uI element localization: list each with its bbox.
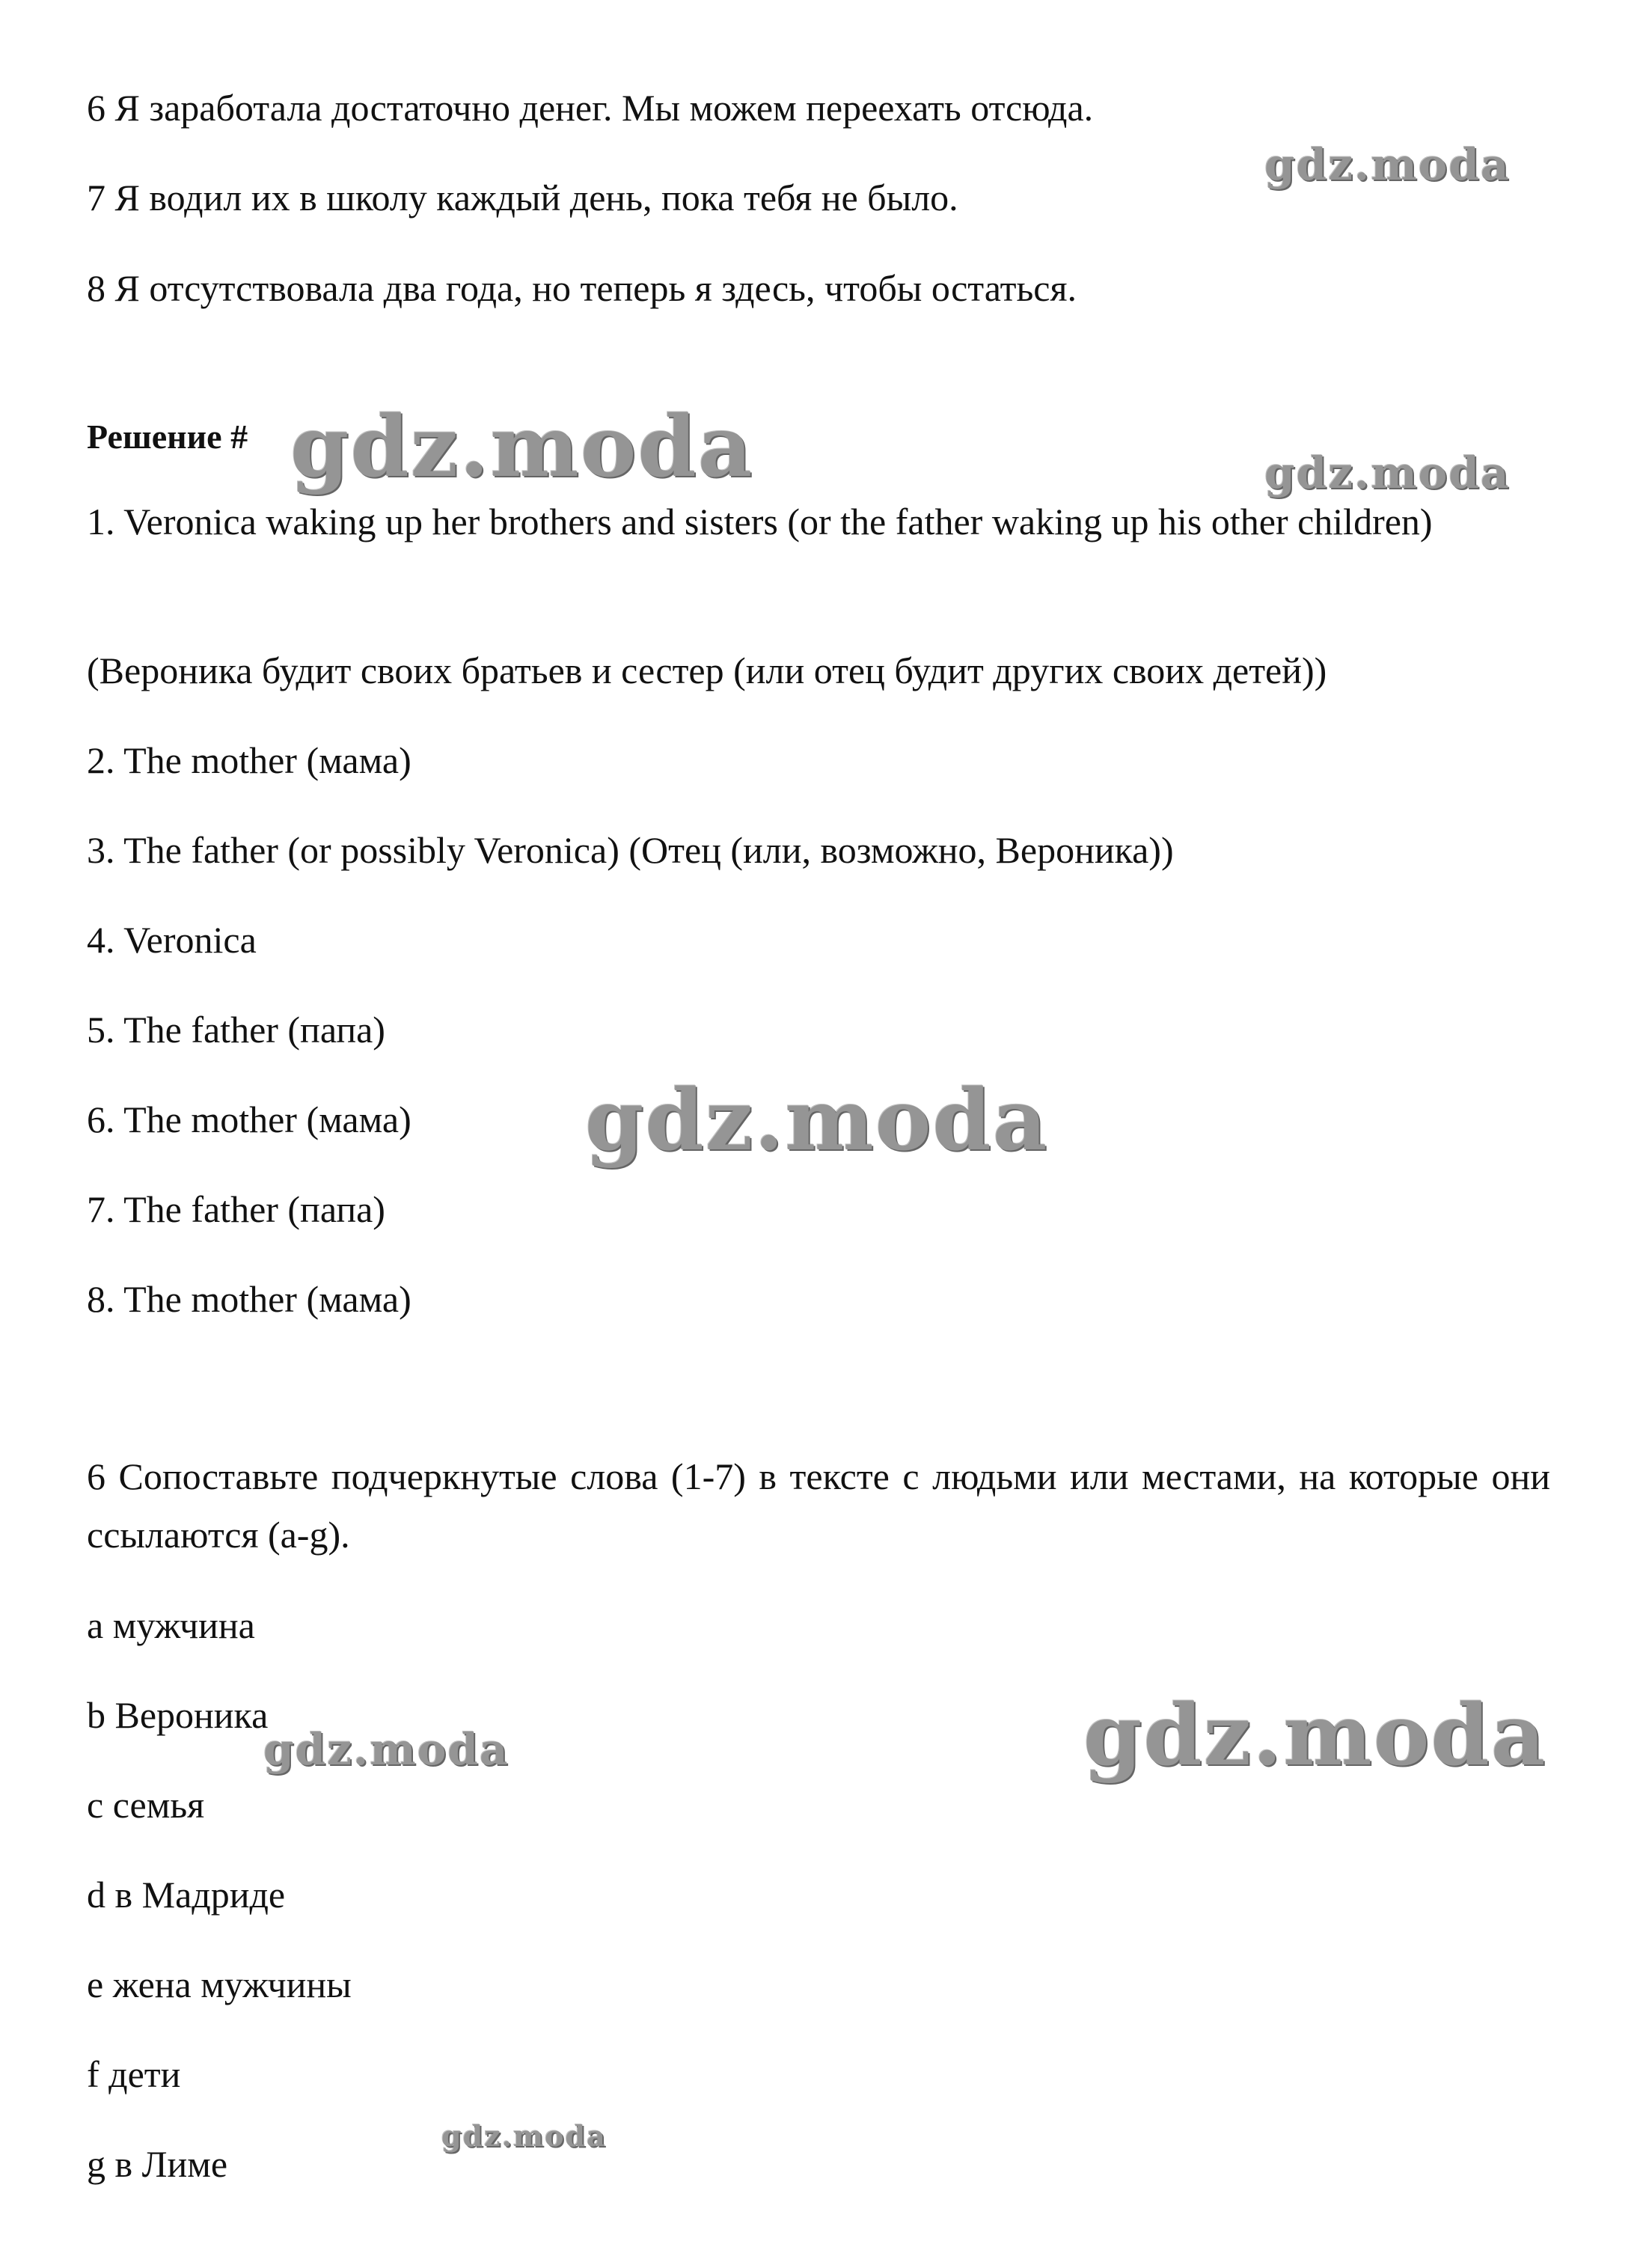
- watermark: gdz.moda: [1083, 1687, 1547, 1785]
- answer-4: 4. Veronica: [87, 919, 257, 961]
- option-d: d в Мадриде: [87, 1874, 286, 1916]
- answer-7: 7. The father (папа): [87, 1188, 385, 1230]
- watermark: gdz.moda: [1264, 139, 1511, 190]
- option-f: f дети: [87, 2053, 181, 2095]
- option-e: e жена мужчины: [87, 1963, 352, 2005]
- option-b: b Вероника: [87, 1694, 269, 1736]
- watermark: gdz.moda: [290, 398, 754, 496]
- option-g: g в Лиме: [87, 2143, 228, 2185]
- watermark: gdz.moda: [1264, 447, 1511, 498]
- solution-heading: Решение #: [87, 418, 248, 456]
- answer-3: 3. The father (or possibly Veronica) (Отец (или, возможно, Вероника)): [87, 829, 1174, 871]
- watermark: gdz.moda: [441, 2119, 607, 2153]
- answer-2: 2. The mother (мама): [87, 739, 411, 781]
- answer-1-english: 1. Veronica waking up her brothers and sisters (or the father waking up his other children): [87, 501, 1433, 542]
- task-6-prompt: 6 Сопоставьте подчеркнутые слова (1-7) в тексте с людьми или местами, на которые они ссылаются (a-g).: [87, 1455, 1550, 1556]
- previous-item-7: 7 Я водил их в школу каждый день, пока тебя не было.: [87, 177, 958, 218]
- watermark: gdz.moda: [585, 1072, 1049, 1170]
- previous-item-8: 8 Я отсутствовала два года, но теперь я здесь, чтобы остаться.: [87, 267, 1077, 309]
- answer-8: 8. The mother (мама): [87, 1278, 411, 1320]
- answer-1-russian: (Вероника будит своих братьев и сестер (или отец будит других своих детей)): [87, 649, 1327, 691]
- previous-item-6: 6 Я заработала достаточно денег. Мы можем переехать отсюда.: [87, 87, 1094, 129]
- option-a: a мужчина: [87, 1604, 255, 1646]
- watermark: gdz.moda: [263, 1724, 510, 1775]
- answer-6: 6. The mother (мама): [87, 1098, 411, 1140]
- option-c: c семья: [87, 1784, 205, 1826]
- answer-5: 5. The father (папа): [87, 1009, 385, 1051]
